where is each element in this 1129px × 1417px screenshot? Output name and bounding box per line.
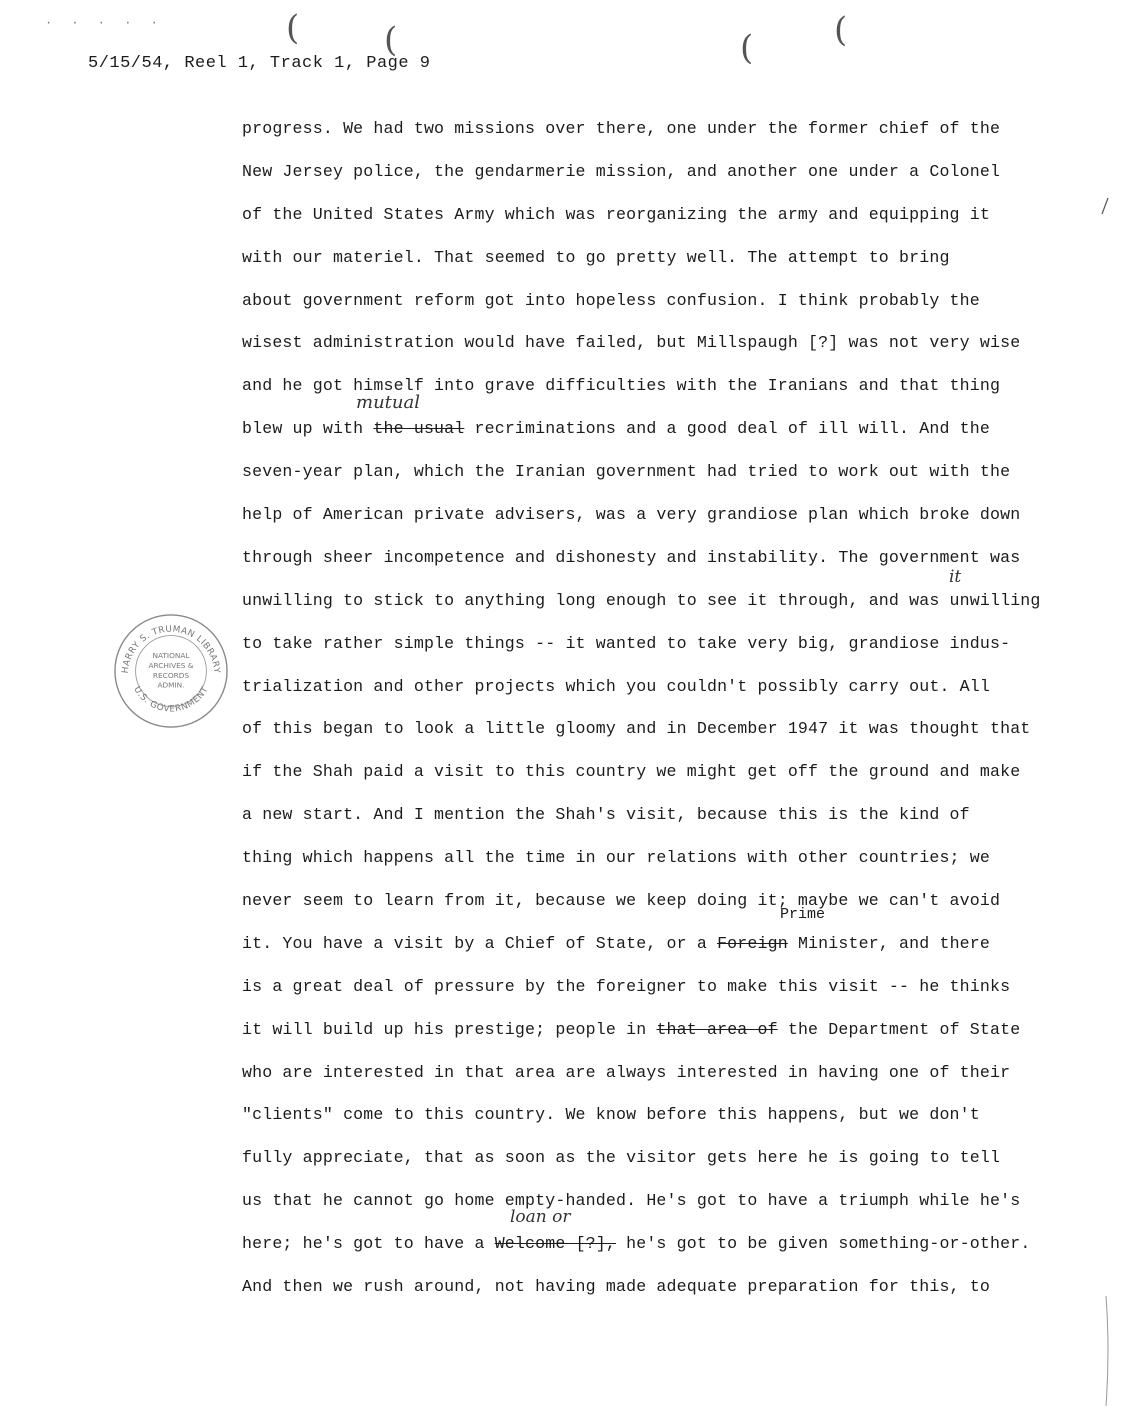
text-line: wisest administration would have failed, but Millspaugh [?] was not very wise xyxy=(242,333,1021,353)
text-line: to take rather simple things -- it wanted to take very big, grandiose indus- xyxy=(242,633,1011,653)
text-line-with-correction xyxy=(242,1231,1102,1274)
stamp-center-line: NATIONAL xyxy=(152,651,190,661)
margin-edge-mark xyxy=(1100,1296,1114,1406)
text-line-with-correction xyxy=(242,931,1102,974)
text-line: "clients" come to this country. We know before this happens, but we don't xyxy=(242,1105,980,1125)
text-line: of this began to look a little gloomy and in December 1947 it was thought that xyxy=(242,719,1031,739)
stamp-center-line: ADMIN. xyxy=(157,680,185,690)
text-line: trialization and other projects which you couldn't possibly carry out. All xyxy=(242,676,990,696)
text-line: of the United States Army which was reorganizing the army and equipping it xyxy=(242,204,990,224)
stamp-text-top: HARRY S. TRUMAN LIBRARY xyxy=(120,624,222,674)
punch-mark: ( xyxy=(286,8,300,48)
line-segment: blew up with xyxy=(242,419,374,439)
library-stamp xyxy=(112,612,230,730)
text-line: if the Shah paid a visit to this country we might get off the ground and make xyxy=(242,762,1021,782)
transcript-body xyxy=(242,116,1102,1317)
stamp-center-line: ARCHIVES & xyxy=(148,661,194,671)
line-segment: the Department of State xyxy=(777,1019,1021,1039)
text-line: through sheer incompetence and dishonesty and instability. The government was xyxy=(242,547,1021,567)
punch-mark: ( xyxy=(384,20,398,60)
line-segment: here; he's got to have a xyxy=(242,1234,495,1254)
handwritten-insert-it: it xyxy=(949,567,962,587)
text-line: And then we rush around, not having made adequate preparation for this, to xyxy=(242,1277,990,1297)
line-segment: it will build up his prestige; people in xyxy=(242,1019,657,1039)
line-segment: Minister, and there xyxy=(787,933,991,953)
struck-text: Welcome [?], xyxy=(494,1234,616,1254)
handwritten-insert-mutual: mutual xyxy=(356,392,420,413)
text-line: unwilling to stick to anything long enough to see it through, and was unwilling xyxy=(242,590,1041,610)
line-segment: recriminations and a good deal of ill will. And the xyxy=(464,419,990,439)
struck-text: that area of xyxy=(656,1019,778,1039)
scan-specks: · · · · · xyxy=(45,16,164,30)
struck-text: the usual xyxy=(373,419,465,439)
struck-text: Foreign xyxy=(717,933,788,953)
handwritten-insert-loan-or: loan or xyxy=(510,1207,571,1227)
text-line: fully appreciate, that as soon as the visitor gets here he is going to tell xyxy=(242,1148,1001,1168)
text-line: with our materiel. That seemed to go pretty well. The attempt to bring xyxy=(242,247,950,267)
text-line-with-correction xyxy=(242,416,1102,459)
stamp-center-line: RECORDS xyxy=(152,670,190,680)
punch-mark: ( xyxy=(740,28,754,68)
text-line: who are interested in that area are always interested in having one of their xyxy=(242,1062,1011,1082)
line-segment: he's got to be given something-or-other. xyxy=(616,1234,1031,1254)
text-line: about government reform got into hopeless confusion. I think probably the xyxy=(242,290,980,310)
text-line: us that he cannot go home empty-handed. He's got to have a triumph while he's xyxy=(242,1191,1021,1211)
text-line: help of American private advisers, was a very grandiose plan which broke down xyxy=(242,505,1021,525)
text-line: never seem to learn from it, because we keep doing it; maybe we can't avoid xyxy=(242,891,1001,911)
text-line: seven-year plan, which the Iranian government had tried to work out with the xyxy=(242,462,1011,482)
text-line: is a great deal of pressure by the foreigner to make this visit -- he thinks xyxy=(242,976,1011,996)
text-line-with-correction xyxy=(242,1017,1102,1060)
text-line: progress. We had two missions over there, one under the former chief of the xyxy=(242,119,1001,138)
stamp-text-bottom: U.S. GOVERNMENT xyxy=(131,685,211,715)
text-line: thing which happens all the time in our relations with other countries; we xyxy=(242,848,990,868)
typed-insert-prime: Prime xyxy=(780,906,826,923)
page-header: 5/15/54, Reel 1, Track 1, Page 9 xyxy=(88,54,431,73)
text-line: a new start. And I mention the Shah's visit, because this is the kind of xyxy=(242,805,970,825)
text-line: and he got himself into grave difficulties with the Iranians and that thing xyxy=(242,376,1001,396)
margin-tick-mark xyxy=(1098,196,1112,216)
line-segment: it. You have a visit by a Chief of State, or a xyxy=(242,933,718,953)
punch-mark: ( xyxy=(834,10,848,50)
text-line: New Jersey police, the gendarmerie mission, and another one under a Colonel xyxy=(242,161,1001,181)
